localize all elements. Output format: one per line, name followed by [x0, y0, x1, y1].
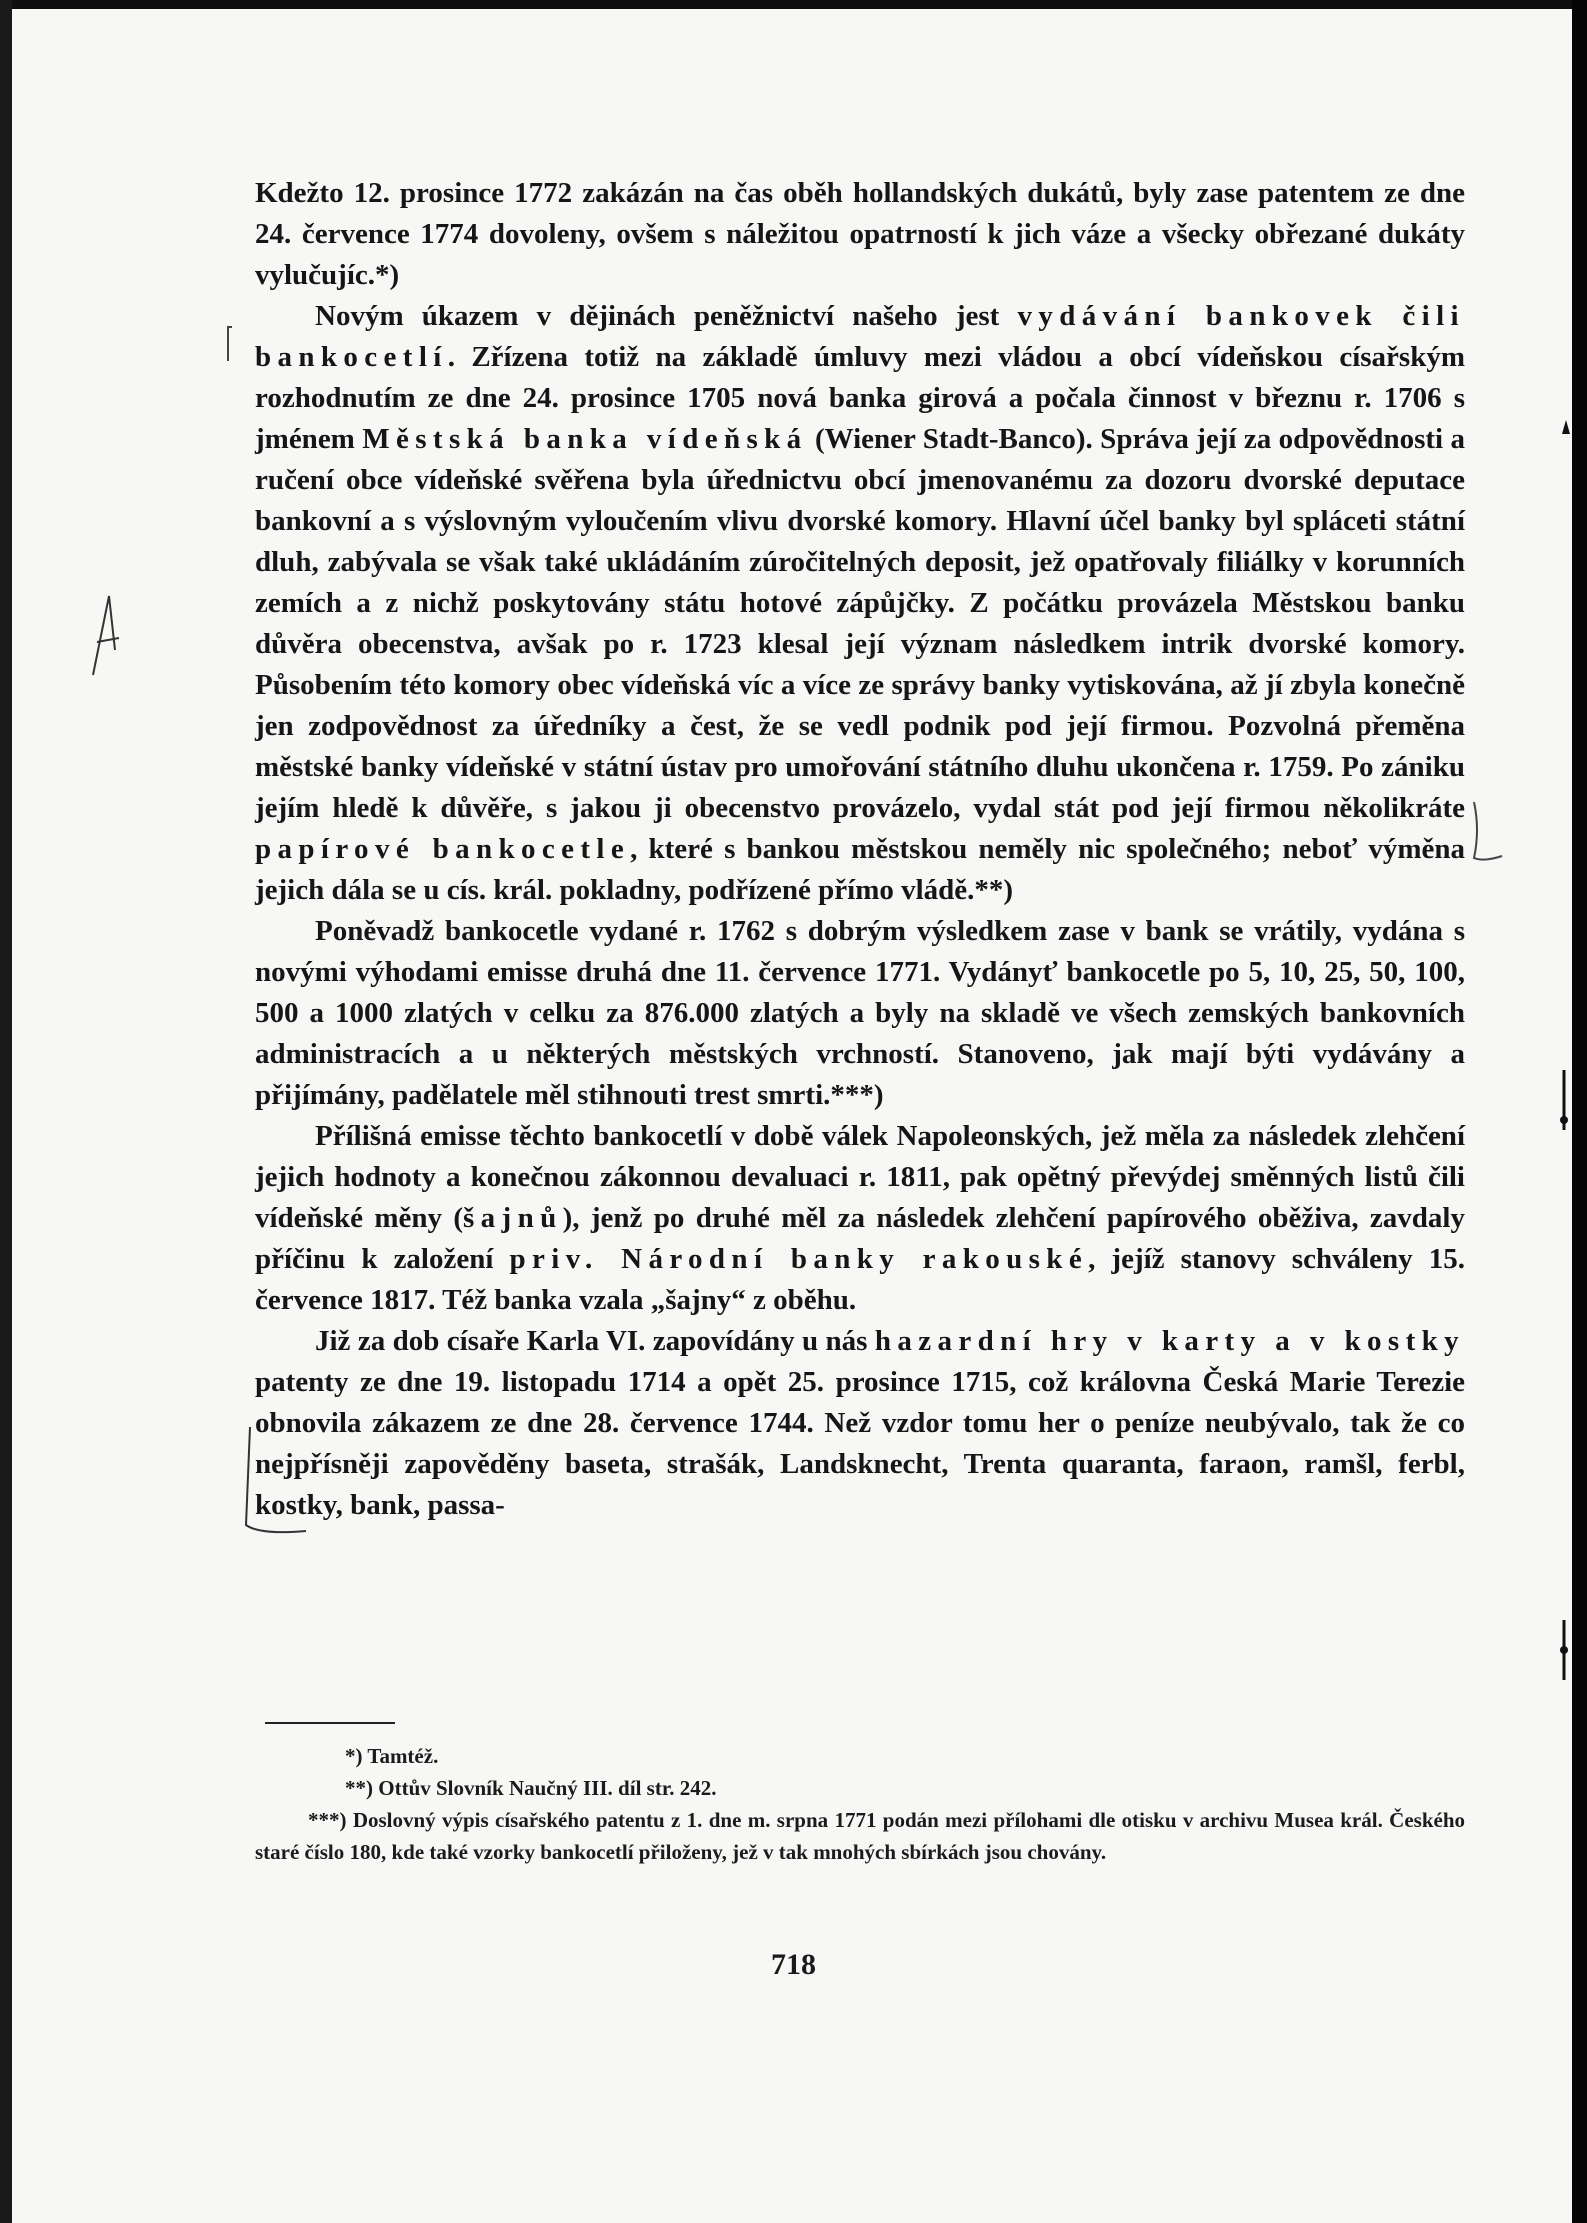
paragraph — [255, 296, 1465, 911]
footnote-rule — [265, 1722, 395, 1724]
margin-bracket-mark-2 — [240, 1425, 310, 1545]
spaced-emphasis: šajnů — [463, 1202, 563, 1234]
handwritten-a-mark — [85, 590, 135, 680]
text-run: (Wiener Stadt-Banco). Správa její za odpovědnosti a ručení obce vídeňské svěřena byla úřednictvu obcí jmenovanému za dozoru dvorské deputace bankovní a s výslovným vyloučením vlivu dvorské komory. Hlavní účel banky byl spláceti státní dluh, zabývala se však také ukládáním zúročitelných deposit, jež opatřovaly filiálky v korunních zemích a z nichž poskytovány státu hotové zápůjčky. Z počátku provázela Městskou banku důvěra obecenstva, avšak po r. 1723 klesal její význam následkem intrik dvorské komory. Působením této komory obec vídeňská víc a více ze správy banky vytiskována, až jí zbyla konečně jen zodpovědnost za úředníky a čest, že se vedl podnik pod její firmou. Pozvolná přeměna městské banky vídeňské v státní ústav pro umořování státního dluhu ukončena r. 1759. Po zániku jejím hledě k důvěře, s jakou ji obecenstvo provázelo, vydal stát pod její firmou několikráte — [255, 423, 1465, 824]
text-run: patenty ze dne 19. listopadu 1714 a opět 25. prosince 1715, což královna Česká Marie Terezie obnovila zákazem ze dne 28. července 1744. Než vzdor tomu her o peníze neubývalo, tak že co nejpřísněji zapověděny baseta, strašák, Landsknecht, Trenta quaranta, faraon, ramšl, ferbl, kostky, bank, passa- — [255, 1366, 1465, 1521]
spaced-emphasis: vydávání bankovek čili bankocetlí — [255, 300, 1465, 373]
paragraph — [255, 911, 1465, 1116]
text-run: Poněvadž bankocetle vydané r. 1762 s dobrým výsledkem zase v bank se vrátily, vydána s novými výhodami emisse druhá dne 11. července 1771. Vydányť bankocetle po 5, 10, 25, 50, 100, 500 a 1000 zlatých v celku za 876.000 zlatých a byly na skladě ve všech zemských bankovních administracích a u některých městských vrchností. Stanoveno, jak mají býti vydávány a přijímány, padělatele měl stihnouti trest smrti.***) — [255, 915, 1465, 1111]
paragraph — [255, 1321, 1465, 1526]
footnote-1: *) Tamtéž. — [345, 1744, 439, 1768]
body-text — [255, 173, 1465, 1526]
spaced-emphasis: papírové bankocetle — [255, 833, 631, 865]
spaced-emphasis: priv. Národní banky rakouské — [509, 1243, 1089, 1275]
paragraph — [255, 1116, 1465, 1321]
text-run: Novým úkazem v dějinách peněžnictví našeho jest — [315, 300, 1018, 332]
margin-line-mark — [1466, 800, 1506, 880]
page-edge-marks — [1552, 120, 1572, 1920]
spaced-emphasis: hazardní hry v karty a v kostky — [874, 1325, 1465, 1357]
text-run: ), jenž po druhé měl za následek zlehčení papírového oběživa, zavdaly příčinu k založení — [255, 1202, 1465, 1275]
spaced-emphasis: Městská banka vídeňská — [362, 423, 808, 455]
page-number: 718 — [771, 1948, 816, 1981]
footnote-2: **) Ottův Slovník Naučný III. díl str. 242. — [345, 1776, 717, 1800]
scan-border-right — [1572, 0, 1587, 2223]
footnote-3: ***) Doslovný výpis císařského patentu z 1. dne m. srpna 1771 podán mezi přílohami dle otisku v archivu Musea král. Českého staré číslo 180, kde také vzorky bankocetlí přiloženy, jež v tak mnohých sbírkách jsou chovány. — [255, 1808, 1465, 1864]
paragraph — [255, 173, 1465, 296]
text-run: , které s bankou městskou neměly nic společného; neboť výměna jejich dála se u cís. král. pokladny, podřízené přímo vládě.**) — [255, 833, 1465, 906]
scan-border-top — [0, 0, 1587, 9]
text-run: . Zřízena totiž na základě úmluvy mezi vládou a obcí vídeňskou císařským rozhodnutím ze dne 24. prosince 1705 nová banka girová a počala činnost v březnu r. 1706 s jménem — [255, 341, 1465, 455]
text-run: Kdežto 12. prosince 1772 zakázán na čas oběh hollandských dukátů, byly zase patentem ze dne 24. července 1774 dovoleny, ovšem s náležitou opatrností k jich váze a všecky obřezané dukáty vylučujíc.*) — [255, 177, 1465, 291]
text-run: Přílišná emisse těchto bankocetlí v době válek Napoleonských, jež měla za následek zlehčení jejich hodnoty a konečnou zákonnou devaluaci r. 1811, pak opětný převýdej směnných listů čili vídeňské měny ( — [255, 1120, 1465, 1234]
margin-bracket-mark — [222, 325, 238, 365]
text-run: Již za dob císaře Karla VI. zapovídány u nás — [315, 1325, 875, 1357]
footnotes — [255, 1740, 1465, 1868]
scan-border-left — [0, 0, 12, 2223]
text-run: , jejíž stanovy schváleny 15. července 1817. Též banka vzala „šajny“ z oběhu. — [255, 1243, 1465, 1316]
